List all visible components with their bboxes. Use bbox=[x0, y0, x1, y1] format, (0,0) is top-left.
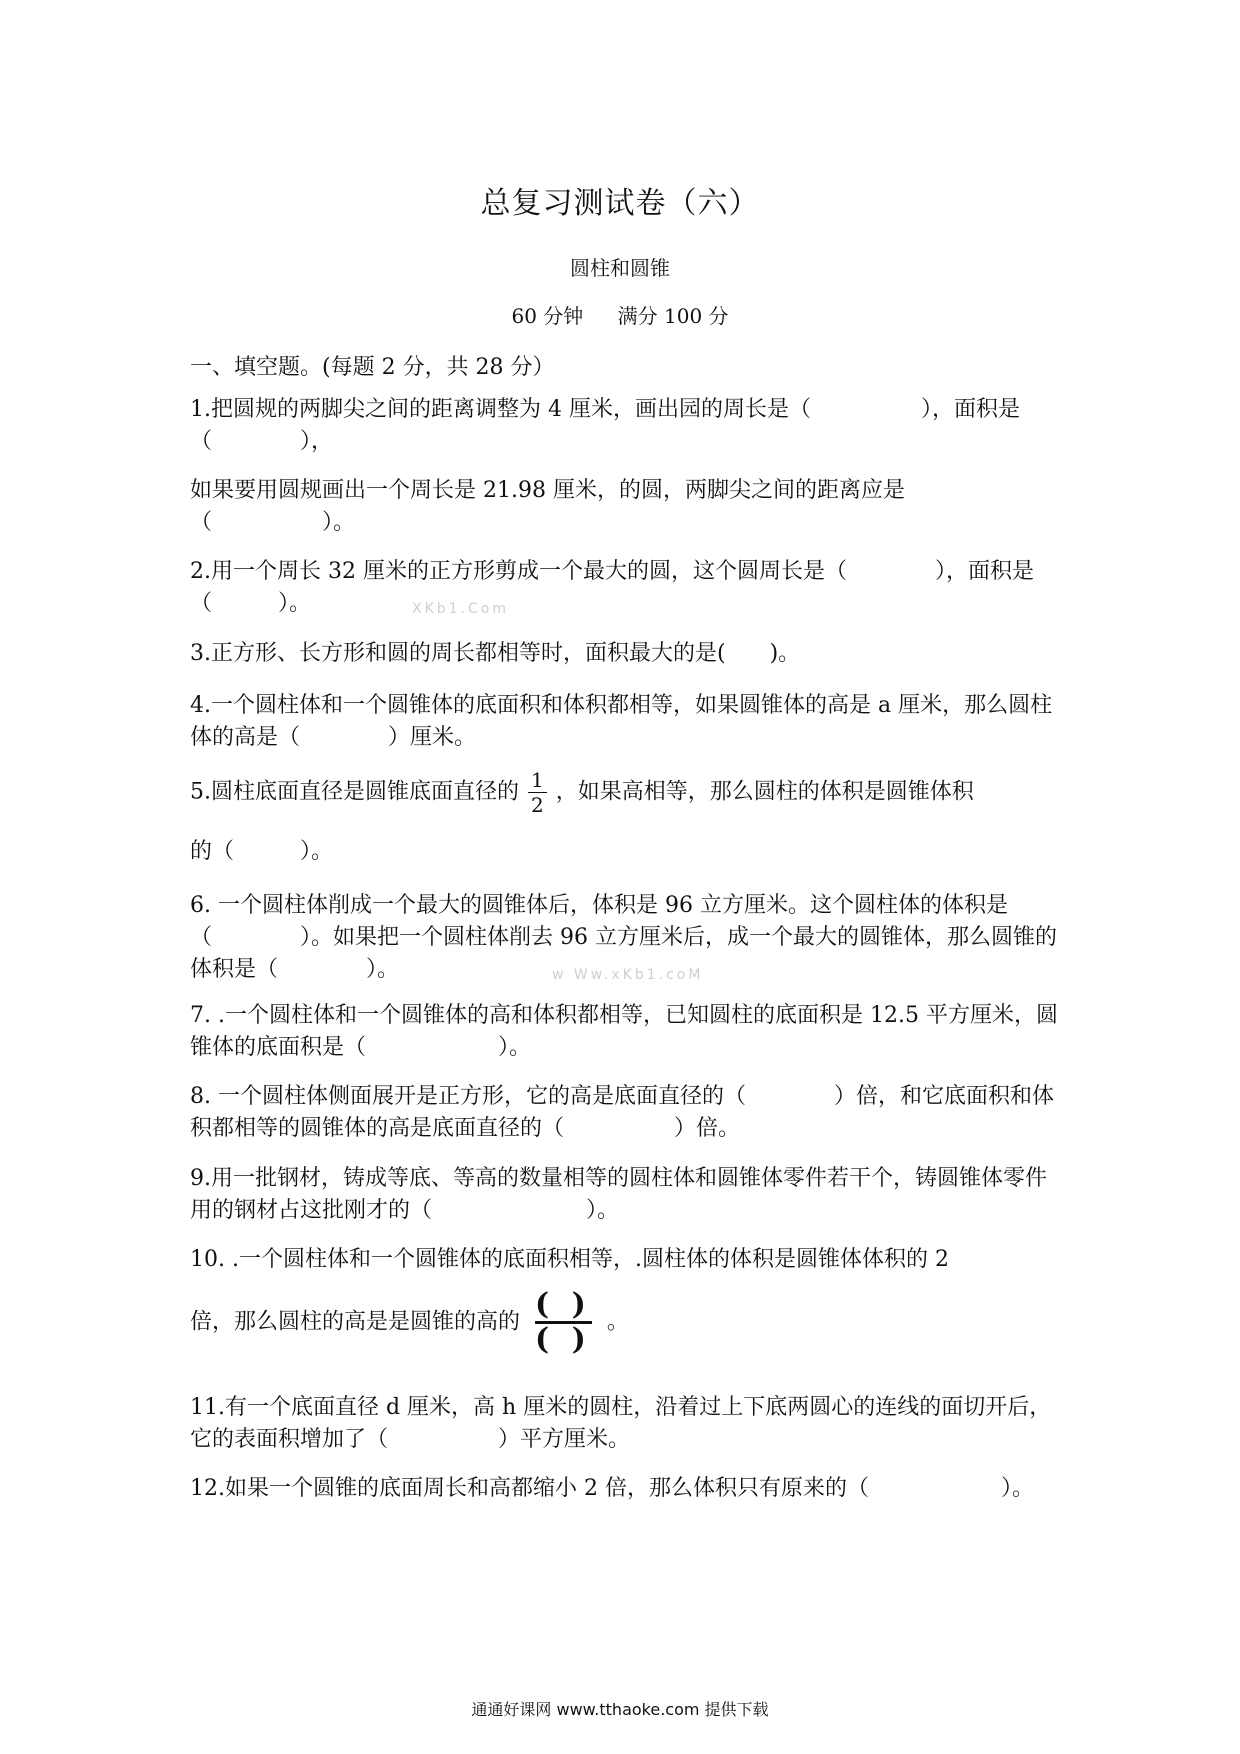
question-10a: 10. .一个圆柱体和一个圆锥体的底面积相等，.圆柱体的体积是圆锥体体积的 2 bbox=[190, 1247, 949, 1272]
watermark-1: XKb1.Com bbox=[412, 601, 509, 617]
question-5-prefix: 5.圆柱底面直径是圆锥底面直径的 bbox=[190, 779, 519, 805]
fraction-numerator: 1 bbox=[531, 768, 544, 792]
question-5a bbox=[190, 770, 1060, 815]
question-10-prefix: 倍，那么圆柱的高是是圆锥的高的 bbox=[190, 1309, 521, 1335]
question-12: 12.如果一个圆锥的底面周长和高都缩小 2 倍，那么体积只有原来的（ ）。 bbox=[190, 1476, 1034, 1501]
question-8: 8. 一个圆柱体侧面展开是正方形，它的高是底面直径的（ ）倍，和它底面积和体积都相等的圆锥体的高是底面直径的（ ）倍。 bbox=[190, 1084, 1054, 1141]
question-2: 2.用一个周长 32 厘米的正方形剪成一个最大的圆，这个圆周长是（ ），面积是（ ）。 bbox=[190, 559, 1034, 616]
question-5-suffix: ，如果高相等，那么圆柱的体积是圆锥体积 bbox=[555, 779, 974, 805]
fraction-one-half bbox=[528, 770, 547, 815]
fraction-denominator: 2 bbox=[531, 793, 544, 817]
section-heading: 一、填空题。(每题 2 分，共 28 分） bbox=[190, 355, 555, 380]
question-10-suffix: 。 bbox=[606, 1309, 629, 1335]
watermark-2: w Ww.xKb1.coM bbox=[552, 967, 704, 983]
page-footer: 通通好课网 www.tthaoke.com 提供下载 bbox=[471, 1700, 769, 1719]
question-5b: 的（ ）。 bbox=[190, 839, 334, 864]
exam-time: 60 分钟 bbox=[511, 304, 584, 328]
page-subtitle: 圆柱和圆锥 bbox=[570, 256, 670, 280]
fraction-blank bbox=[535, 1287, 592, 1357]
question-10b bbox=[190, 1287, 1060, 1357]
question-1a: 1.把圆规的两脚尖之间的距离调整为 4 厘米，画出园的周长是（ ），面积是（ ）， bbox=[190, 397, 1020, 454]
fraction-blank-denominator: ( ) bbox=[535, 1322, 592, 1357]
question-4: 4.一个圆柱体和一个圆锥体的底面积和体积都相等，如果圆锥体的高是 a 厘米，那么圆柱体的高是（ ）厘米。 bbox=[190, 693, 1053, 750]
question-9: 9.用一批钢材，铸成等底、等高的数量相等的圆柱体和圆锥体零件若干个，铸圆锥体零件用的钢材占这批刚才的（ ）。 bbox=[190, 1166, 1047, 1223]
question-6: 6. 一个圆柱体削成一个最大的圆锥体后，体积是 96 立方厘米。这个圆柱体的体积是（ ）。如果把一个圆柱体削去 96 立方厘米后，成一个最大的圆锥体，那么圆锥的体积是（ ）。 bbox=[190, 893, 1057, 982]
exam-score: 满分 100 分 bbox=[617, 304, 729, 328]
question-11: 11.有一个底面直径 d 厘米，高 h 厘米的圆柱，沿着过上下底两圆心的连线的面切开后，它的表面积增加了（ ）平方厘米。 bbox=[190, 1395, 1052, 1452]
exam-meta bbox=[0, 300, 1240, 329]
question-7: 7. .一个圆柱体和一个圆锥体的高和体积都相等，已知圆柱的底面积是 12.5 平方厘米，圆锥体的底面积是（ ）。 bbox=[190, 1003, 1058, 1060]
fraction-blank-numerator: ( ) bbox=[535, 1287, 592, 1322]
page-title: 总复习测试卷（六） bbox=[480, 186, 760, 221]
question-3: 3.正方形、长方形和圆的周长都相等时，面积最大的是( )。 bbox=[190, 641, 801, 666]
question-1b: 如果要用圆规画出一个周长是 21.98 厘米，的圆，两脚尖之间的距离应是（ ）。 bbox=[190, 478, 905, 535]
